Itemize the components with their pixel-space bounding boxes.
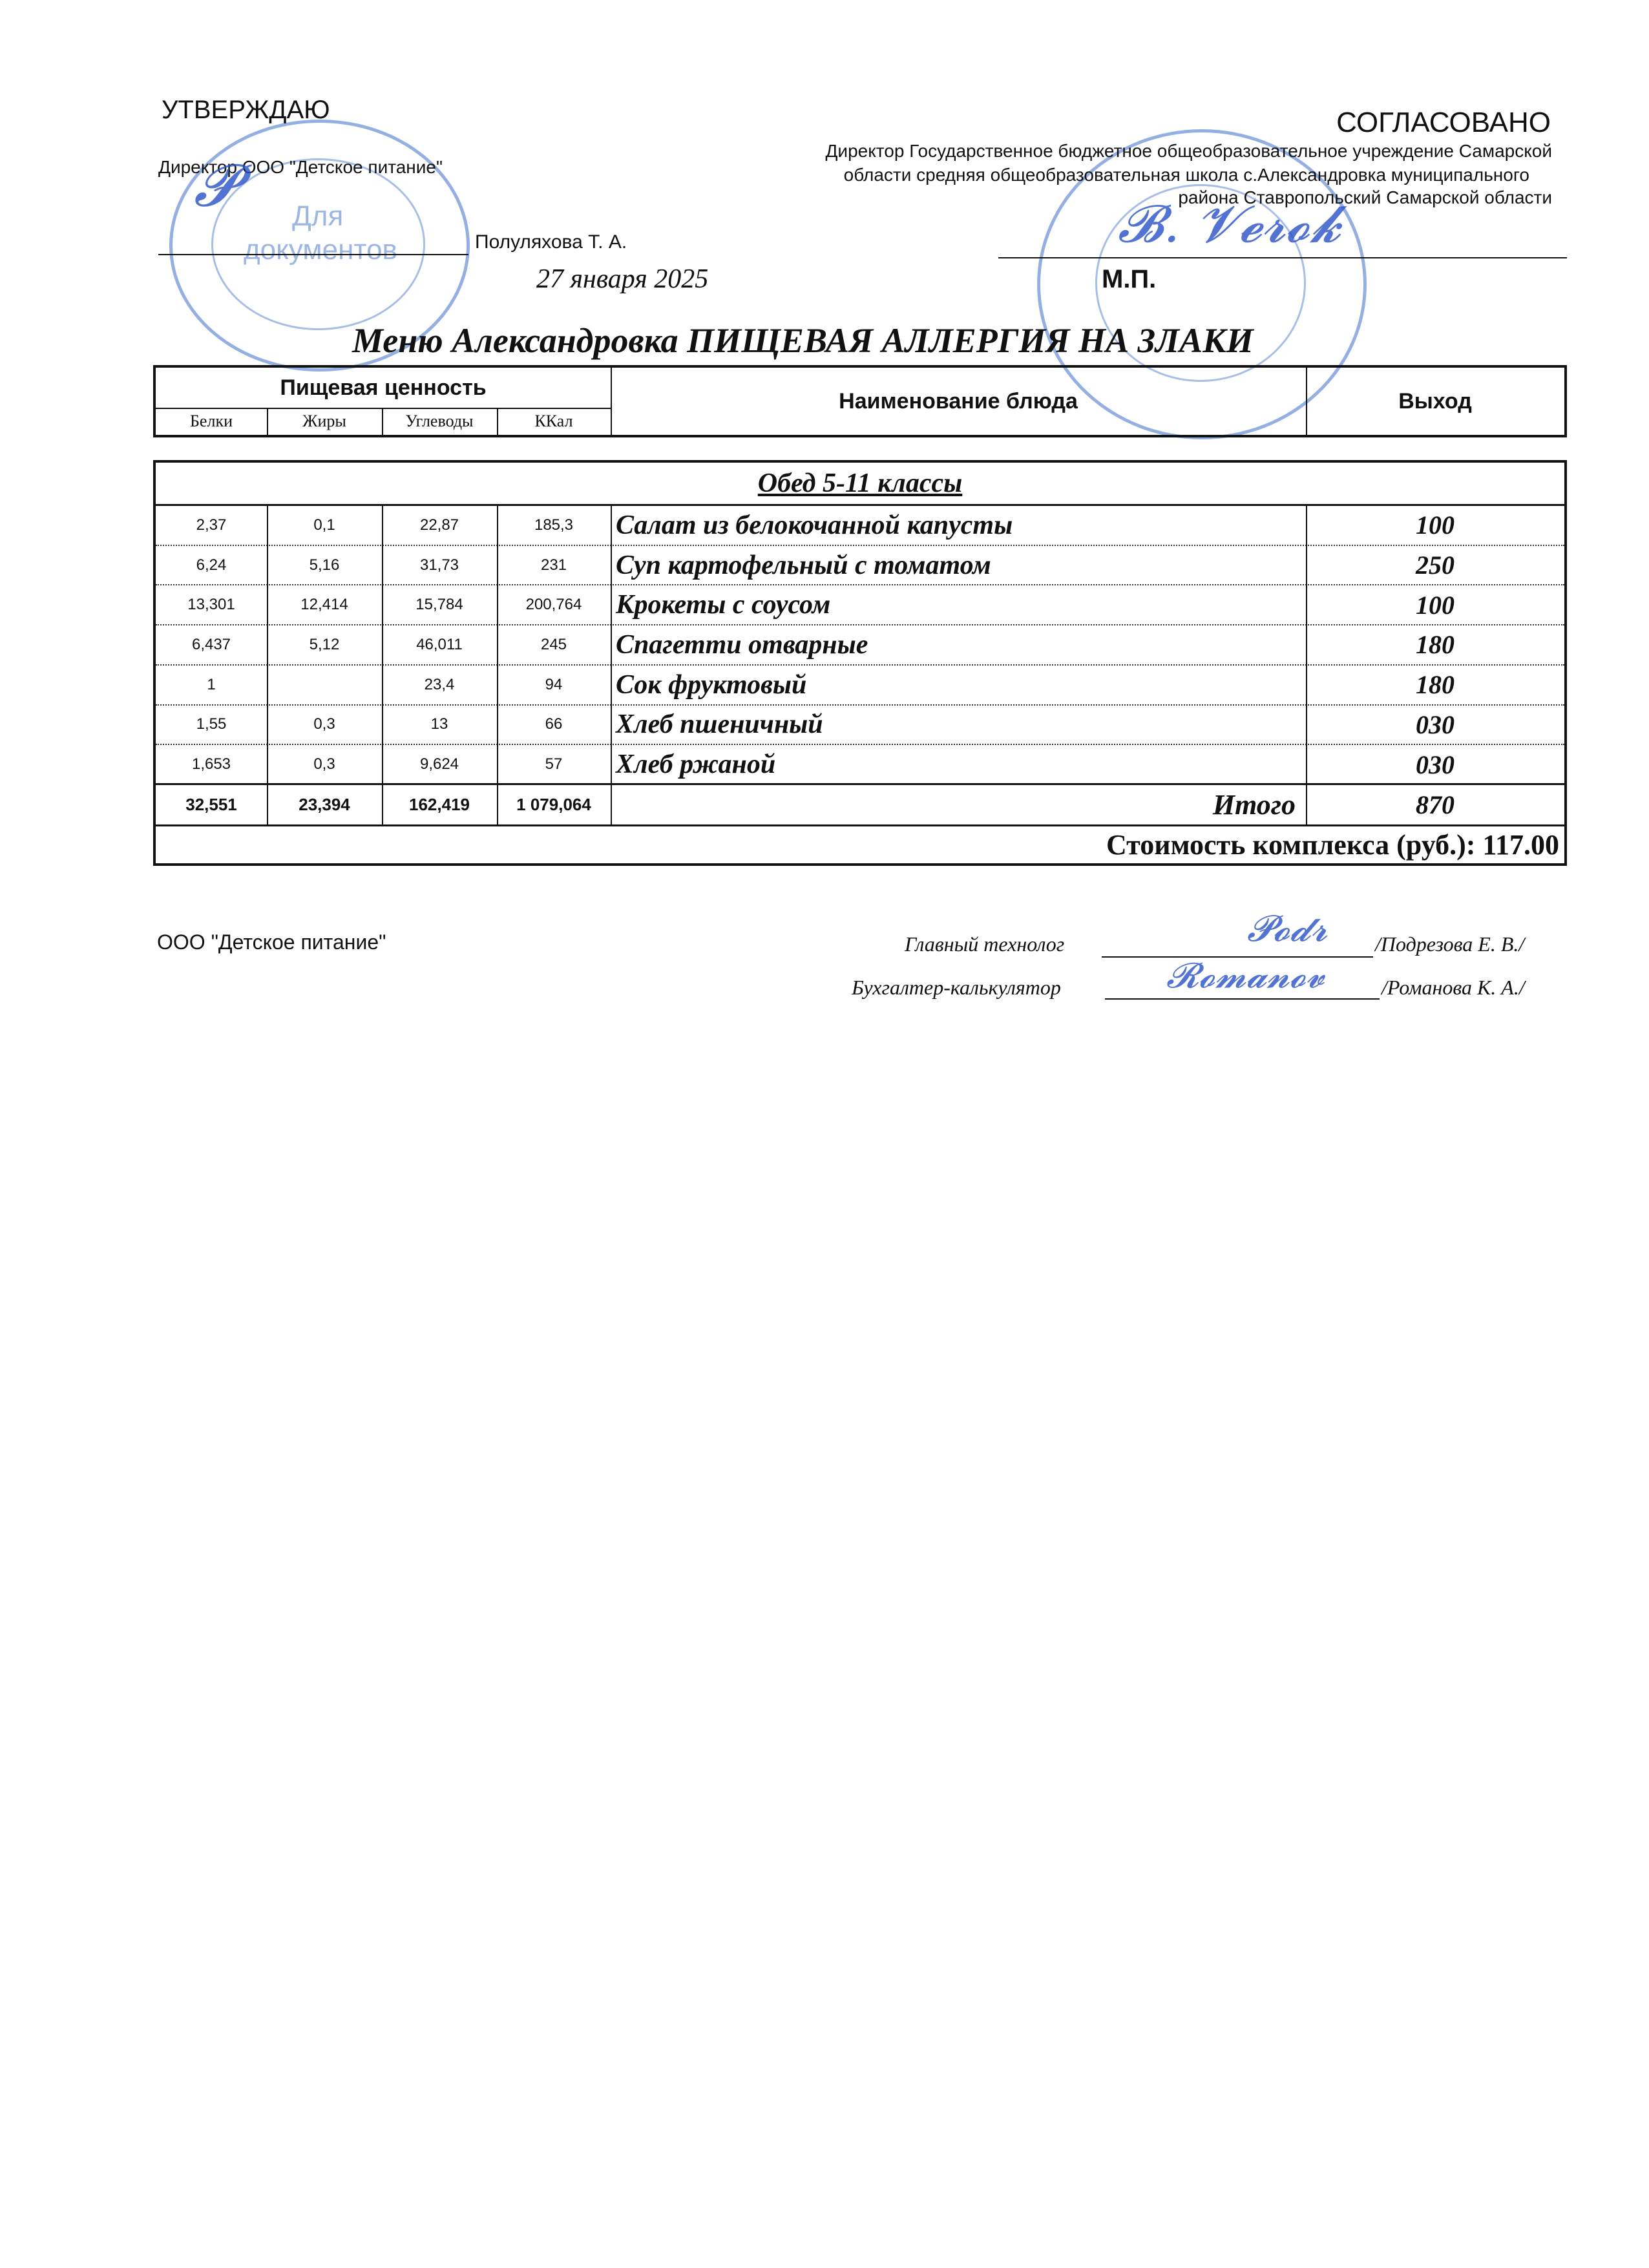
row-7-carbs: 9,624 [419, 755, 459, 773]
agree-position-line2: области средняя общеобразовательная школа с.Александровка муниципального [843, 165, 1529, 185]
row-7-protein: 1,653 [191, 755, 231, 773]
page-title: Меню Александровка ПИЩЕВАЯ АЛЛЕРГИЯ НА ЗЛАКИ [352, 321, 1254, 360]
row-3-protein: 13,301 [187, 596, 235, 614]
row-1-protein: 2,37 [196, 516, 227, 534]
row-separator [156, 584, 1564, 585]
total-protein: 32,551 [185, 794, 237, 814]
row-1-carbs: 22,87 [419, 516, 459, 534]
header-table [153, 365, 1567, 437]
row-4-output: 180 [1416, 630, 1455, 660]
row-2-output: 250 [1416, 551, 1455, 580]
header-fat: Жиры [302, 412, 346, 430]
row-3-kcal: 200,764 [525, 596, 582, 614]
row-2-fat: 5,16 [309, 556, 340, 574]
row-3-dish: Крокеты с соусом [616, 590, 831, 620]
row-4-carbs: 46,011 [416, 635, 463, 653]
row-7-kcal: 57 [545, 755, 563, 773]
row-5-output: 180 [1416, 670, 1455, 700]
accountant-name: /Романова К. А./ [1381, 976, 1525, 999]
technologist-signature: 𝓟𝓸𝓭𝓻 [1247, 908, 1328, 950]
row-4-protein: 6,437 [191, 635, 231, 653]
row-1-output: 100 [1416, 510, 1455, 540]
complex-cost: Стоимость комплекса (руб.): 117.00 [1106, 828, 1559, 861]
section-title [156, 463, 1564, 504]
row-5-dish: Сок фруктовый [616, 669, 807, 700]
accountant-title: Бухгалтер-калькулятор [852, 976, 1061, 999]
menu-table [153, 460, 1567, 866]
total-output: 870 [1416, 790, 1455, 819]
row-1-fat: 0,1 [313, 516, 335, 534]
agree-signature-line [998, 257, 1567, 258]
agree-position-line1: Директор Государственное бюджетное общеобразовательное учреждение Самарской [825, 141, 1552, 161]
total-fat: 23,394 [299, 794, 350, 814]
row-4-fat: 5,12 [309, 635, 340, 653]
row-7-dish: Хлеб ржаной [616, 750, 776, 780]
row-6-kcal: 66 [545, 715, 563, 733]
row-4-kcal: 245 [540, 635, 567, 653]
row-6-dish: Хлеб пшеничный [616, 709, 823, 740]
row-separator [156, 624, 1564, 625]
header-output: Выход [1398, 388, 1472, 414]
row-7-output: 030 [1416, 750, 1455, 779]
total-label: Итого [1212, 788, 1296, 821]
row-2-kcal: 231 [540, 556, 567, 574]
row-4-dish: Спагетти отварные [616, 629, 868, 660]
agree-signature: 𝓑. 𝓥𝓮𝓻𝓸𝓴 [1118, 194, 1341, 254]
row-2-carbs: 31,73 [419, 556, 459, 574]
approve-position: Директор ООО "Детское питание" [158, 157, 443, 177]
row-1-dish: Салат из белокочанной капусты [616, 510, 1013, 540]
approve-name: Полуляхова Т. А. [475, 231, 627, 253]
row-separator [156, 664, 1564, 666]
row-separator [156, 744, 1564, 745]
agree-position-line3: района Ставропольский Самарской области [1178, 187, 1552, 207]
accountant-signature-line [1105, 998, 1380, 1000]
row-6-fat: 0,3 [313, 715, 335, 733]
footer-company: ООО "Детское питание" [157, 930, 386, 954]
left-stamp-text-1: Для [292, 200, 344, 232]
technologist-title: Главный технолог [905, 932, 1065, 956]
technologist-name: /Подрезова Е. В./ [1375, 932, 1525, 956]
approve-date: 27 января 2025 [536, 264, 709, 294]
row-3-carbs: 15,784 [415, 596, 463, 614]
agree-heading: СОГЛАСОВАНО [1336, 107, 1551, 138]
row-3-output: 100 [1416, 590, 1455, 620]
row-7-fat: 0,3 [313, 755, 335, 773]
header-kcal: ККал [534, 412, 573, 430]
total-carbs: 162,419 [409, 794, 470, 814]
accountant-signature: 𝓡𝓸𝓶𝓪𝓷𝓸𝓿 [1166, 955, 1325, 996]
row-5-protein: 1 [207, 675, 216, 693]
row-5-kcal: 94 [545, 675, 563, 693]
row-separator [156, 704, 1564, 706]
header-dish: Наименование блюда [839, 388, 1078, 414]
row-2-dish: Суп картофельный с томатом [616, 550, 991, 580]
row-1-kcal: 185,3 [534, 516, 574, 534]
left-stamp-text-2: документов [244, 234, 397, 266]
approve-signature: 𝓟 [194, 152, 236, 220]
approve-heading: УТВЕРЖДАЮ [162, 96, 330, 124]
header-nutrition: Пищевая ценность [280, 375, 487, 400]
section-title-text: Обед 5-11 классы [757, 468, 963, 498]
row-6-carbs: 13 [430, 715, 448, 733]
row-6-protein: 1,55 [196, 715, 227, 733]
header-carbs: Углеводы [405, 412, 474, 430]
row-6-output: 030 [1416, 709, 1455, 739]
header-protein: Белки [190, 412, 233, 430]
approve-signature-line [158, 254, 468, 255]
agree-mp: М.П. [1102, 265, 1157, 293]
row-5-carbs: 23,4 [424, 675, 455, 693]
row-2-protein: 6,24 [196, 556, 227, 574]
row-3-fat: 12,414 [300, 596, 348, 614]
total-kcal: 1 079,064 [516, 794, 591, 814]
row-5-fat [267, 665, 382, 705]
row-separator [156, 545, 1564, 546]
